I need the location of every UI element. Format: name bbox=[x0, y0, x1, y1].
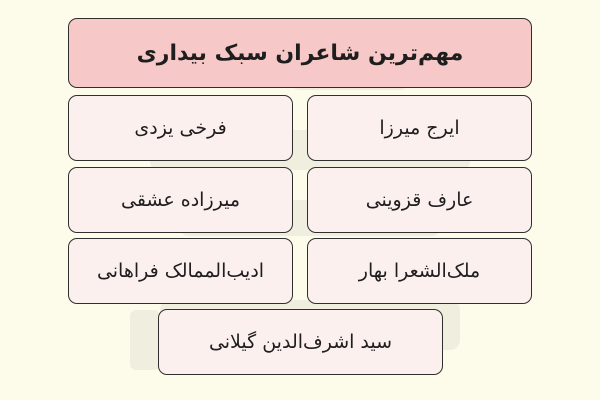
poet-box-malek-al-shoara-bahar: ملک‌الشعرا بهار bbox=[307, 238, 532, 304]
poet-box-farrokhi-yazdi: فرخی یزدی bbox=[68, 95, 293, 161]
poet-box-ashraf-al-din-gilani: سید اشرف‌الدین گیلانی bbox=[158, 309, 443, 375]
poet-box-aref-qazvini: عارف قزوینی bbox=[307, 167, 532, 233]
poet-box-adib-al-mamalek-farahani: ادیب‌الممالک فراهانی bbox=[68, 238, 293, 304]
diagram-title: مهم‌ترین شاعران سبک بیداری bbox=[68, 18, 532, 88]
poet-box-mirzadeh-eshghi: میرزاده عشقی bbox=[68, 167, 293, 233]
poet-box-iraj-mirza: ایرج میرزا bbox=[307, 95, 532, 161]
